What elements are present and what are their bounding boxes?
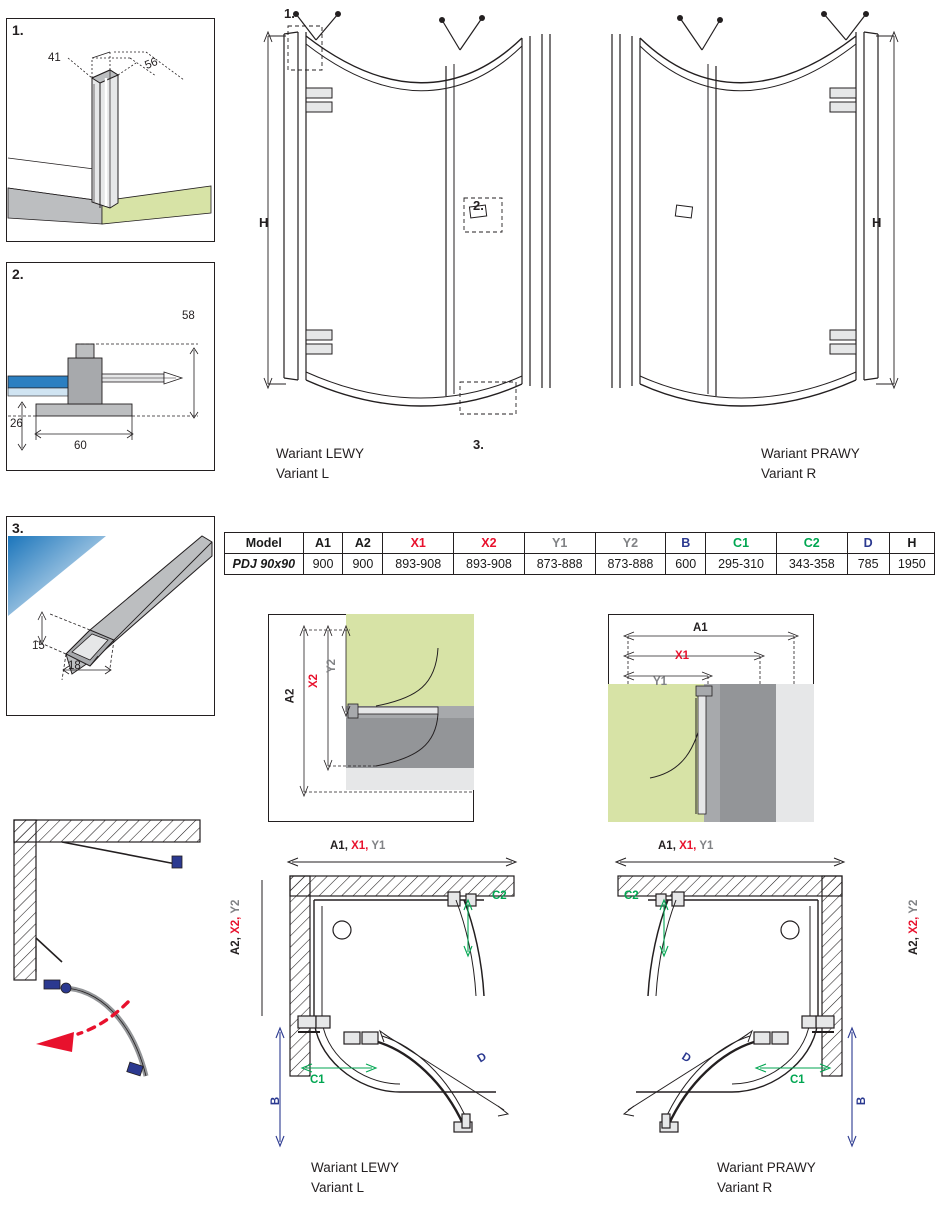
- elevation-left-height-label: H: [259, 215, 269, 230]
- spec-table: [224, 532, 935, 575]
- spec-cell-a1: 900: [303, 554, 343, 575]
- spec-cell-model: PDJ 90x90: [225, 554, 304, 575]
- detail-panel-1-drawing: [6, 18, 213, 240]
- spec-cell-h: 1950: [889, 554, 934, 575]
- spec-cell-y1: 873-888: [524, 554, 595, 575]
- elevation-left-caption-en: Variant L: [276, 466, 330, 481]
- detail-panel-2-drawing: [6, 262, 213, 469]
- plan-left-top-y1: Y1: [371, 840, 386, 852]
- plan-left: [268, 856, 556, 1156]
- detail-panel-3-number: 3.: [12, 520, 24, 536]
- plan-right-c2: C2: [624, 890, 639, 902]
- detail-panel-1-dim-41: 41: [48, 52, 61, 64]
- plan-left-side-a2: A2,: [230, 937, 242, 955]
- plan-right-top-label: [658, 840, 713, 852]
- plan-right-c1: C1: [790, 1074, 805, 1086]
- detail-panel-1-dim-56: 56: [143, 56, 160, 72]
- plan-right-side-y2: Y2: [908, 899, 920, 914]
- spec-cell-b: 600: [666, 554, 706, 575]
- spec-header-h: H: [889, 533, 934, 554]
- spec-cell-x2: 893-908: [454, 554, 525, 575]
- plan-left-b: B: [270, 1096, 283, 1106]
- plan-left-c1: C1: [310, 1074, 325, 1086]
- spec-cell-x1: 893-908: [383, 554, 454, 575]
- plan-right-side-label: [908, 900, 920, 955]
- plan-right: [596, 856, 884, 1156]
- spec-header-a2: A2: [343, 533, 383, 554]
- detail-panel-3-dim-15: 15: [32, 640, 45, 652]
- elevation-left-callout-1: 1.: [284, 6, 295, 21]
- section-left-label-x2: X2: [308, 673, 321, 689]
- plan-left-side-x2: X2,: [230, 916, 242, 934]
- elevation-right-caption-pl: Wariant PRAWY: [761, 446, 860, 461]
- section-detail-right: [608, 614, 814, 822]
- spec-header-model: Model: [225, 533, 304, 554]
- section-right-label-a1: A1: [693, 622, 708, 634]
- detail-panel-3-dim-18: 18: [68, 660, 81, 672]
- section-detail-left: [268, 614, 474, 822]
- plan-right-side-x2: X2,: [908, 916, 920, 934]
- spec-header-c1: C1: [706, 533, 777, 554]
- spec-header-y2: Y2: [595, 533, 666, 554]
- section-left-label-y2: Y2: [326, 658, 339, 674]
- detail-panel-2-number: 2.: [12, 266, 24, 282]
- elevation-right-height-label: H: [872, 215, 882, 230]
- table-row: [225, 554, 935, 575]
- spec-cell-y2: 873-888: [595, 554, 666, 575]
- plan-right-caption-en: Variant R: [717, 1180, 773, 1195]
- spec-header-x2: X2: [454, 533, 525, 554]
- plan-left-top-x1: X1,: [351, 840, 369, 852]
- spec-header-y1: Y1: [524, 533, 595, 554]
- section-right-label-x1: X1: [675, 650, 690, 662]
- detail-panel-3-drawing: [6, 516, 213, 714]
- spec-cell-d: 785: [847, 554, 889, 575]
- spec-header-b: B: [666, 533, 706, 554]
- plan-right-top-y1: Y1: [699, 840, 714, 852]
- plan-left-top-a1: A1,: [330, 840, 348, 852]
- plan-left-caption-en: Variant L: [311, 1180, 365, 1195]
- plan-right-side-a2: A2,: [908, 937, 920, 955]
- detail-panel-2-dim-26: 26: [10, 418, 23, 430]
- spec-cell-c1: 295-310: [706, 554, 777, 575]
- spec-header-x1: X1: [383, 533, 454, 554]
- elevation-left-callout-3: 3.: [473, 437, 484, 452]
- spec-header-c2: C2: [776, 533, 847, 554]
- spec-cell-a2: 900: [343, 554, 383, 575]
- plan-left-caption-pl: Wariant LEWY: [311, 1160, 400, 1175]
- plan-left-side-label: [230, 900, 242, 955]
- spec-cell-c2: 343-358: [776, 554, 847, 575]
- elevation-left: [246, 6, 576, 426]
- plan-right-d: D: [679, 1050, 693, 1066]
- plan-left-d: D: [475, 1050, 489, 1066]
- plan-right-caption-pl: Wariant PRAWY: [717, 1160, 816, 1175]
- section-right-label-y1: Y1: [653, 676, 668, 688]
- spec-header-d: D: [847, 533, 889, 554]
- elevation-left-caption-pl: Wariant LEWY: [276, 446, 365, 461]
- elevation-left-callout-2: 2.: [473, 198, 484, 213]
- detail-panel-2-dim-58: 58: [182, 310, 195, 322]
- detail-panel-2-dim-60: 60: [74, 440, 87, 452]
- section-left-label-a2: A2: [284, 688, 297, 704]
- spec-header-a1: A1: [303, 533, 343, 554]
- spec-table-header-row: [225, 533, 935, 554]
- plan-right-top-x1: X1,: [679, 840, 697, 852]
- plan-left-top-label: [330, 840, 385, 852]
- hinge-swing-diagram: [0, 812, 215, 1112]
- plan-left-side-y2: Y2: [230, 899, 242, 914]
- elevation-right-caption-en: Variant R: [761, 466, 817, 481]
- plan-left-c2: C2: [492, 890, 507, 902]
- elevation-right: [586, 6, 916, 426]
- detail-panel-1-number: 1.: [12, 22, 24, 38]
- plan-right-b: B: [856, 1096, 869, 1106]
- plan-right-top-a1: A1,: [658, 840, 676, 852]
